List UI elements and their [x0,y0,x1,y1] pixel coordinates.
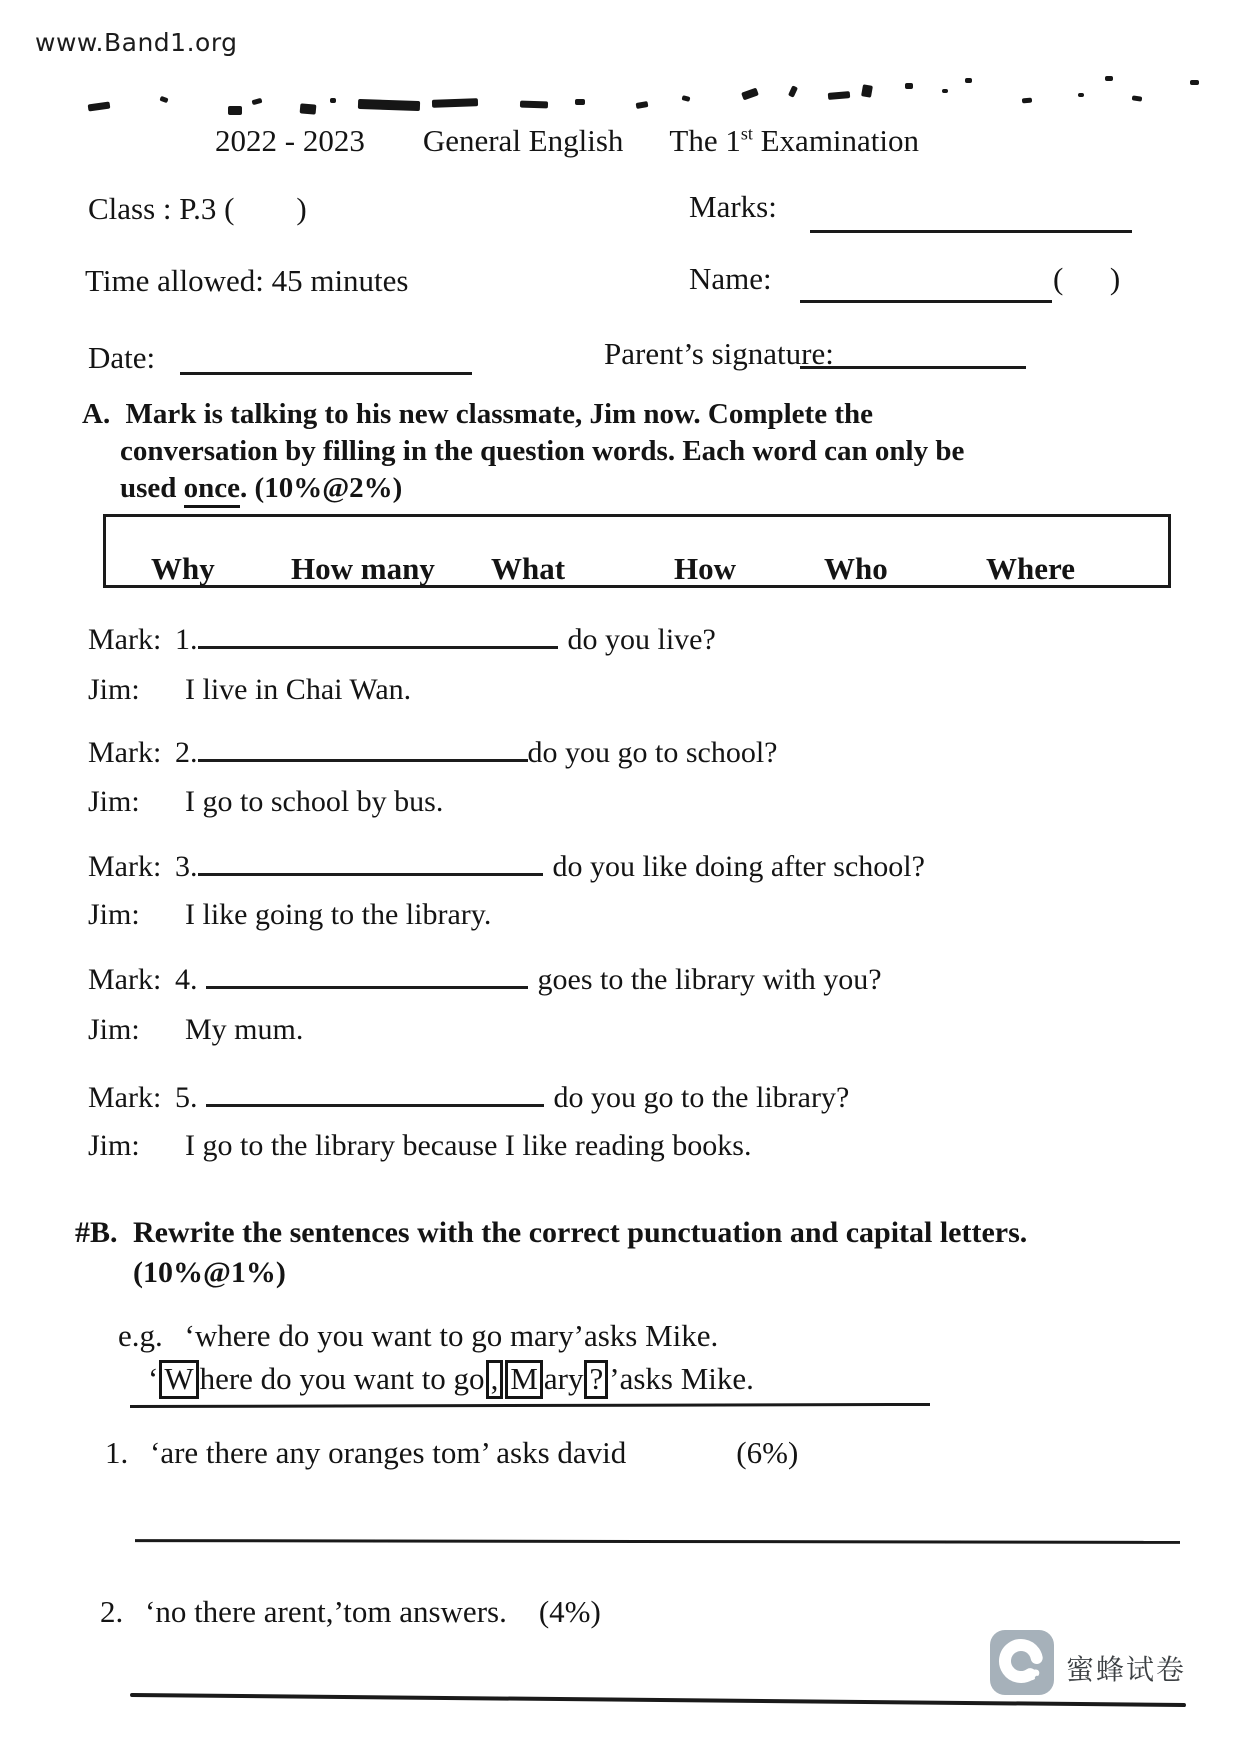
section-b-line1: #B. Rewrite the sentences with the correct punctuation and capital letters. [75,1216,1028,1249]
speaker-label: Mark: [88,623,162,656]
once-underlined: once [184,472,240,508]
parent-signature-blank-line [800,336,1026,369]
dialogue-row [88,843,925,884]
answer-blank [198,616,558,649]
question-number: 2. [175,736,198,769]
speaker-label: Jim: [88,898,140,931]
section-b-line2: (10%@1%) [133,1256,286,1289]
date-blank-line [180,342,472,375]
exam-year: 2022 - 2023 [215,123,365,158]
name-blank-line [800,270,1052,303]
answer-text: I go to the library because I like reading books. [185,1129,752,1162]
word-bank-item: Who [824,551,888,586]
word-bank-box [103,514,1171,588]
question-text: do you go to school? [527,736,778,769]
answer-blank [198,729,528,762]
dialogue-row [88,729,777,770]
speaker-label: Mark: [88,850,162,883]
name-class-paren: ( ) [1053,261,1121,296]
dialogue-row [88,898,491,932]
question-text: do you like doing after school? [552,850,925,883]
exam-subject: General English [422,123,624,158]
dialogue-row [88,1013,303,1047]
question-number: 1. [105,1435,129,1470]
question-text: goes to the library with you? [537,963,882,996]
speaker-label: Jim: [88,673,140,706]
site-watermark: www.Band1.org [35,28,238,57]
speaker-label: Jim: [88,785,140,818]
answer-text: I live in Chai Wan. [185,673,412,706]
time-allowed-label: Time allowed: 45 minutes [85,263,409,298]
question-text: ‘no there arent,’tom answers. [145,1594,507,1629]
question-text: ‘are there any oranges tom’ asks david [150,1435,627,1470]
question-2 [100,1594,601,1630]
exam-title-line [215,123,919,159]
section-a-line3: used once. (10%@2%) [120,472,402,505]
example-label: e.g. [118,1318,163,1353]
word-bank-item: How many [291,551,435,586]
answer-text: I like going to the library. [185,898,492,931]
answer-blank [206,1074,544,1107]
boxed-capital-w: W [159,1360,198,1399]
section-a-line2: conversation by filling in the question words. Each word can only be [120,435,965,467]
question-marks: (4%) [538,1594,601,1629]
question-marks: (6%) [736,1435,799,1470]
question-number: 1. [175,623,198,656]
question-text: do you go to the library? [553,1081,850,1114]
example-answer-underline [130,1403,930,1408]
boxed-capital-m: M [505,1360,543,1399]
question-1 [105,1435,798,1471]
dialogue-row [88,956,882,997]
name-field-label: Name: [689,261,772,296]
answer-line-1 [135,1539,1180,1544]
brand-name: 蜜蜂试卷 [1066,1654,1187,1685]
question-number: 4. [175,963,198,996]
word-bank-item: Why [151,551,215,586]
question-number: 3. [175,850,198,883]
section-b-prefix: #B. [75,1216,118,1249]
word-bank-item: How [674,551,736,586]
example-text: ‘where do you want to go mary’asks Mike. [184,1318,719,1353]
marks-blank-line [810,200,1132,233]
dialogue-row [88,785,443,819]
class-field-label: Class : P.3 ( ) [88,191,307,226]
example-answer-line: ‘ W here do you want to go , M ary ? ’asks Mike. [148,1360,754,1399]
answer-blank [206,956,528,989]
speaker-label: Jim: [88,1129,140,1162]
speaker-label: Mark: [88,963,162,996]
brand-logo [990,1630,1054,1700]
speaker-label: Jim: [88,1013,140,1046]
speaker-label: Mark: [88,736,162,769]
parent-signature-label: Parent’s signature: [604,336,834,371]
dialogue-row [88,1074,849,1115]
dialogue-row [88,673,411,707]
section-a-prefix: A. [82,398,111,430]
date-field-label: Date: [88,340,156,375]
answer-blank [198,843,543,876]
word-bank-item: Where [986,551,1075,586]
example-line [118,1318,718,1354]
scan-artifacts-smudge [0,0,1240,130]
question-number: 2. [100,1594,124,1629]
word-bank-item: What [491,551,566,586]
marks-field-label: Marks: [689,189,777,224]
boxed-question-mark: ? [584,1360,608,1399]
answer-text: I go to school by bus. [185,785,444,818]
section-a-line1: A. Mark is talking to his new classmate, Jim now. Complete the [82,398,873,430]
beefun-q-icon [990,1630,1054,1695]
dialogue-row [88,1129,751,1163]
speaker-label: Mark: [88,1081,162,1114]
question-text: do you live? [567,623,716,656]
question-number: 5. [175,1081,198,1114]
answer-text: My mum. [185,1013,304,1046]
exam-number: The 1st Examination [669,123,920,158]
boxed-comma: , [486,1360,504,1399]
dialogue-row [88,616,716,657]
